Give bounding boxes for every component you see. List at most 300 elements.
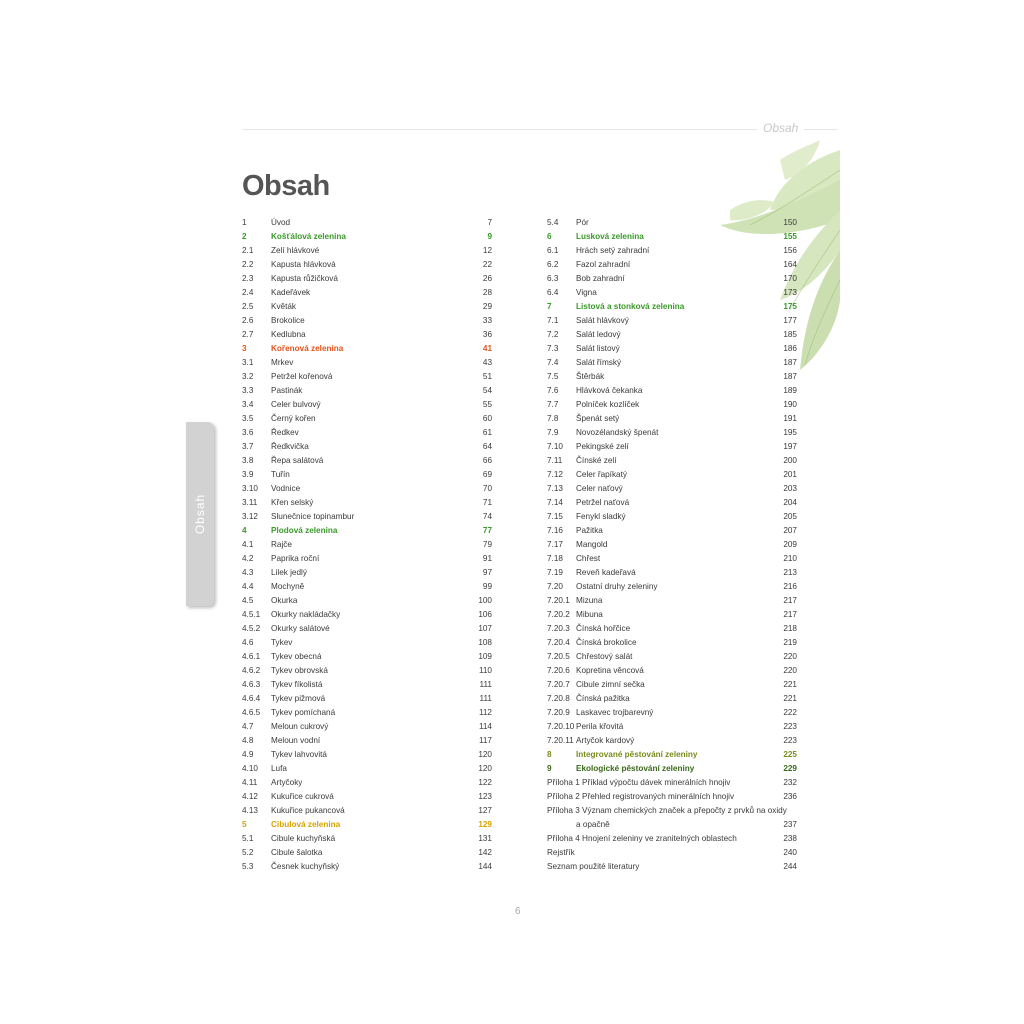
toc-page-number: 150: [783, 218, 797, 227]
toc-page-number: 120: [478, 750, 492, 759]
toc-row[interactable]: [242, 650, 492, 664]
toc-section-title: Lusková zelenina: [576, 232, 644, 241]
toc-section-number: 3.10: [242, 484, 258, 493]
toc-section-title: Pór: [576, 218, 589, 227]
toc-row[interactable]: [242, 412, 492, 426]
toc-row[interactable]: [242, 356, 492, 370]
toc-section-title: Reveň kadeřavá: [576, 568, 636, 577]
toc-page-number: 22: [482, 260, 492, 269]
toc-section-title: Lufa: [271, 764, 287, 773]
toc-row[interactable]: [547, 846, 797, 860]
toc-row[interactable]: [242, 244, 492, 258]
toc-row[interactable]: [547, 664, 797, 678]
toc-section-title: Fazol zahradní: [576, 260, 631, 269]
toc-page-number: 205: [783, 512, 797, 521]
toc-section-title: Mochyně: [271, 582, 305, 591]
toc-chapter-row[interactable]: [547, 230, 797, 244]
toc-section-number: 3.4: [242, 400, 254, 409]
toc-row[interactable]: [242, 804, 492, 818]
toc-page-number: 61: [482, 428, 492, 437]
toc-section-title: Řepa salátová: [271, 456, 324, 465]
toc-row[interactable]: [547, 580, 797, 594]
toc-row[interactable]: [242, 762, 492, 776]
toc-page-number: 70: [482, 484, 492, 493]
toc-row[interactable]: [547, 804, 797, 818]
toc-section-title: Košťálová zelenina: [271, 232, 346, 241]
toc-page-number: 209: [783, 540, 797, 549]
toc-row[interactable]: [547, 832, 797, 846]
toc-row[interactable]: [242, 720, 492, 734]
toc-page-number: 129: [478, 820, 492, 829]
toc-section-title: Lilek jedlý: [271, 568, 307, 577]
toc-section-title: Rajče: [271, 540, 292, 549]
toc-section-number: 7.17: [547, 540, 563, 549]
toc-section-number: 1: [242, 218, 247, 227]
toc-section-number: 4.6.1: [242, 652, 261, 661]
toc-page-number: 197: [783, 442, 797, 451]
toc-section-title: Černý kořen: [271, 414, 316, 423]
toc-page-number: 221: [783, 680, 797, 689]
toc-page-number: 54: [482, 386, 492, 395]
toc-section-number: 5.1: [242, 834, 254, 843]
toc-section-number: 4.4: [242, 582, 254, 591]
toc-section-number: 5.2: [242, 848, 254, 857]
toc-page-number: 191: [783, 414, 797, 423]
toc-row[interactable]: [242, 314, 492, 328]
toc-row[interactable]: [242, 594, 492, 608]
toc-row[interactable]: [242, 272, 492, 286]
toc-section-number: 7.12: [547, 470, 563, 479]
toc-section-number: 4.11: [242, 778, 258, 787]
toc-row[interactable]: [242, 678, 492, 692]
toc-page-number: 110: [478, 666, 492, 675]
toc-section-title: Špenát setý: [576, 414, 620, 423]
toc-page-number: 29: [482, 302, 492, 311]
toc-row[interactable]: [242, 510, 492, 524]
toc-section-title: Tykev obecná: [271, 652, 322, 661]
toc-row[interactable]: [242, 440, 492, 454]
toc-section-number: 8: [547, 750, 552, 759]
toc-section-number: 7.11: [547, 456, 563, 465]
page-number: 6: [515, 906, 521, 917]
toc-row[interactable]: [547, 258, 797, 272]
toc-row[interactable]: [242, 608, 492, 622]
toc-section-title: Pažitka: [576, 526, 603, 535]
toc-row[interactable]: [242, 258, 492, 272]
toc-page-number: 97: [482, 568, 492, 577]
toc-page-number: 71: [482, 498, 492, 507]
toc-row[interactable]: [547, 692, 797, 706]
toc-section-number: 2.6: [242, 316, 254, 325]
toc-section-title: Meloun vodní: [271, 736, 321, 745]
toc-section-number: 3.8: [242, 456, 254, 465]
toc-row[interactable]: [242, 636, 492, 650]
toc-section-number: 3.12: [242, 512, 258, 521]
toc-page-number: 69: [482, 470, 492, 479]
toc-section-number: 3.7: [242, 442, 254, 451]
toc-row[interactable]: [547, 440, 797, 454]
toc-section-title: Artyčok kardový: [576, 736, 635, 745]
toc-page-number: 223: [783, 722, 797, 731]
toc-row[interactable]: [547, 510, 797, 524]
toc-row[interactable]: [547, 650, 797, 664]
toc-section-title: Křen selský: [271, 498, 314, 507]
toc-section-title: Integrované pěstování zeleniny: [576, 750, 698, 759]
toc-row[interactable]: [242, 790, 492, 804]
toc-chapter-row[interactable]: [242, 818, 492, 832]
toc-section-number: 7.20.1: [547, 596, 570, 605]
toc-row[interactable]: [547, 538, 797, 552]
toc-section-title: Slunečnice topinambur: [271, 512, 355, 521]
toc-page-number: 187: [783, 372, 797, 381]
toc-row[interactable]: [547, 594, 797, 608]
toc-section-title: Paprika roční: [271, 554, 320, 563]
toc-row[interactable]: [547, 398, 797, 412]
toc-page-number: 111: [479, 694, 492, 703]
toc-section-number: 4.2: [242, 554, 254, 563]
toc-page-number: 33: [482, 316, 492, 325]
toc-row[interactable]: [547, 776, 797, 790]
toc-section-title: Čínská pažitka: [576, 694, 630, 703]
toc-section-title: Zelí hlávkové: [271, 246, 320, 255]
toc-row[interactable]: [242, 776, 492, 790]
toc-section-number: 7.20.3: [547, 624, 570, 633]
toc-row[interactable]: [547, 734, 797, 748]
toc-section-number: 3.1: [242, 358, 254, 367]
toc-row[interactable]: [242, 566, 492, 580]
toc-section-number: 7.9: [547, 428, 559, 437]
toc-section-title: Rejstřík: [547, 848, 575, 857]
toc-section-title: Ekologické pěstování zeleniny: [576, 764, 695, 773]
toc-section-title: Fenykl sladký: [576, 512, 626, 521]
toc-page-number: 218: [783, 624, 797, 633]
toc-section-title: Bob zahradní: [576, 274, 625, 283]
toc-row[interactable]: [242, 286, 492, 300]
toc-section-title: Salát hlávkový: [576, 316, 629, 325]
toc-section-number: 2.2: [242, 260, 254, 269]
toc-section-title: Tykev pomíchaná: [271, 708, 336, 717]
toc-section-number: 7.18: [547, 554, 563, 563]
toc-row[interactable]: [242, 468, 492, 482]
toc-row[interactable]: [242, 216, 492, 230]
toc-row[interactable]: [242, 664, 492, 678]
toc-page-number: 219: [783, 638, 797, 647]
toc-row[interactable]: [242, 370, 492, 384]
toc-section-number: 4.13: [242, 806, 258, 815]
toc-row[interactable]: [242, 454, 492, 468]
toc-row[interactable]: [242, 300, 492, 314]
toc-row[interactable]: [547, 678, 797, 692]
toc-section-number: 7.20.10: [547, 722, 575, 731]
toc-section-title: Meloun cukrový: [271, 722, 329, 731]
toc-row[interactable]: [242, 832, 492, 846]
toc-section-title: Hrách setý zahradní: [576, 246, 650, 255]
toc-section-title: Cibule kuchyňská: [271, 834, 336, 843]
toc-section-title: Artyčoky: [271, 778, 303, 787]
toc-row[interactable]: [547, 566, 797, 580]
toc-page-number: 210: [783, 554, 797, 563]
toc-section-number: 3.5: [242, 414, 254, 423]
toc-section-title: Salát ledový: [576, 330, 621, 339]
toc-page-number: 99: [482, 582, 492, 591]
toc-section-title: Perila křovitá: [576, 722, 624, 731]
toc-row[interactable]: [547, 356, 797, 370]
toc-page-number: 189: [783, 386, 797, 395]
toc-row[interactable]: [547, 706, 797, 720]
toc-section-title: a opačně: [576, 820, 610, 829]
toc-page-number: 216: [783, 582, 797, 591]
toc-page-number: 175: [783, 302, 797, 311]
toc-section-title: Čínské zelí: [576, 456, 617, 465]
toc-section-number: 6.1: [547, 246, 559, 255]
toc-section-title: Salát římský: [576, 358, 622, 367]
toc-section-title: Cibule zimní sečka: [576, 680, 645, 689]
toc-page-number: 170: [783, 274, 797, 283]
toc-page-number: 244: [783, 862, 797, 871]
toc-section-number: 7.2: [547, 330, 559, 339]
toc-page-number: 190: [783, 400, 797, 409]
toc-section-title: Čínská hořčice: [576, 624, 631, 633]
toc-section-title: Plodová zelenina: [271, 526, 338, 535]
toc-page-number: 229: [783, 764, 797, 773]
toc-page-number: 186: [783, 344, 797, 353]
toc-section-title: Okurka: [271, 596, 298, 605]
toc-chapter-row[interactable]: [547, 762, 797, 776]
toc-section-title: Laskavec trojbarevný: [576, 708, 654, 717]
toc-page-number: 195: [783, 428, 797, 437]
toc-row[interactable]: [547, 412, 797, 426]
toc-section-number: 3.9: [242, 470, 254, 479]
toc-page-number: 200: [783, 456, 797, 465]
toc-page-number: 203: [783, 484, 797, 493]
toc-row[interactable]: [547, 272, 797, 286]
toc-row[interactable]: [242, 552, 492, 566]
toc-section-title: Chřest: [576, 554, 601, 563]
toc-section-title: Kopretina věncová: [576, 666, 644, 675]
toc-section-number: 3.3: [242, 386, 254, 395]
toc-section-number: 9: [547, 764, 552, 773]
toc-section-title: Mizuna: [576, 596, 603, 605]
toc-section-title: Příloha 1 Příklad výpočtu dávek minerálních hnojiv: [547, 778, 731, 787]
toc-section-title: Hlávková čekanka: [576, 386, 643, 395]
toc-row[interactable]: [547, 496, 797, 510]
toc-row[interactable]: [547, 468, 797, 482]
toc-section-title: Kapusta růžičková: [271, 274, 338, 283]
toc-row[interactable]: [242, 580, 492, 594]
toc-page-number: 109: [478, 652, 492, 661]
toc-row[interactable]: [547, 524, 797, 538]
toc-row[interactable]: [242, 846, 492, 860]
toc-section-title: Ředkev: [271, 428, 299, 437]
toc-right-column: [547, 216, 797, 874]
side-tab-label: Obsah: [193, 493, 207, 535]
toc-section-number: 6.3: [547, 274, 559, 283]
toc-section-title: Vodnice: [271, 484, 301, 493]
toc-page-number: 156: [783, 246, 797, 255]
toc-section-number: 3.11: [242, 498, 258, 507]
toc-page-number: 217: [783, 596, 797, 605]
toc-row[interactable]: [547, 216, 797, 230]
toc-chapter-row[interactable]: [242, 230, 492, 244]
toc-row[interactable]: [242, 734, 492, 748]
toc-row[interactable]: [242, 328, 492, 342]
toc-page-number: 201: [783, 470, 797, 479]
toc-section-title: Vigna: [576, 288, 597, 297]
toc-page-number: 237: [783, 820, 797, 829]
toc-section-title: Salát listový: [576, 344, 620, 353]
toc-row[interactable]: [547, 370, 797, 384]
toc-page-number: 55: [482, 400, 492, 409]
toc-row[interactable]: [242, 538, 492, 552]
toc-row[interactable]: [242, 622, 492, 636]
toc-page-number: 220: [783, 666, 797, 675]
toc-section-number: 4: [242, 526, 247, 535]
toc-page-number: 114: [478, 722, 492, 731]
toc-row[interactable]: [547, 314, 797, 328]
toc-page-number: 222: [783, 708, 797, 717]
toc-row[interactable]: [242, 496, 492, 510]
toc-section-title: Česnek kuchyňský: [271, 862, 340, 871]
toc-row[interactable]: [242, 384, 492, 398]
toc-page-number: 112: [478, 708, 492, 717]
toc-page-number: 66: [482, 456, 492, 465]
toc-section-title: Celer naťový: [576, 484, 623, 493]
toc-page-number: 28: [482, 288, 492, 297]
toc-page-number: 164: [783, 260, 797, 269]
toc-row[interactable]: [242, 398, 492, 412]
toc-section-title: Chřestový salát: [576, 652, 633, 661]
toc-chapter-row[interactable]: [547, 748, 797, 762]
toc-page-number: 238: [783, 834, 797, 843]
toc-page-number: 36: [482, 330, 492, 339]
toc-row[interactable]: [547, 818, 797, 832]
toc-row[interactable]: [547, 790, 797, 804]
toc-section-number: 4.5.1: [242, 610, 261, 619]
toc-section-number: 3.2: [242, 372, 254, 381]
toc-page-number: 64: [482, 442, 492, 451]
toc-page-number: 120: [478, 764, 492, 773]
toc-row[interactable]: [547, 636, 797, 650]
toc-row[interactable]: [547, 244, 797, 258]
toc-section-title: Ředkvička: [271, 442, 309, 451]
toc-page-number: 9: [487, 232, 492, 241]
toc-section-number: 4.6: [242, 638, 254, 647]
toc-row[interactable]: [547, 608, 797, 622]
toc-page-number: 123: [478, 792, 492, 801]
toc-page-number: 74: [482, 512, 492, 521]
toc-page-number: 155: [783, 232, 797, 241]
toc-section-number: 5: [242, 820, 247, 829]
toc-section-number: 4.5.2: [242, 624, 261, 633]
toc-section-number: 6.4: [547, 288, 559, 297]
toc-page-number: 213: [783, 568, 797, 577]
toc-section-number: 7.20.11: [547, 736, 574, 745]
toc-row[interactable]: [547, 454, 797, 468]
toc-section-title: Mibuna: [576, 610, 603, 619]
toc-row[interactable]: [547, 328, 797, 342]
toc-section-title: Ostatní druhy zeleniny: [576, 582, 658, 591]
toc-section-number: 7.5: [547, 372, 559, 381]
toc-row[interactable]: [547, 342, 797, 356]
toc-page-number: 142: [478, 848, 492, 857]
toc-section-number: 6: [547, 232, 552, 241]
toc-page-number: 12: [482, 246, 492, 255]
toc-row[interactable]: [547, 482, 797, 496]
toc-row[interactable]: [242, 426, 492, 440]
toc-row[interactable]: [242, 482, 492, 496]
toc-page-number: 108: [478, 638, 492, 647]
toc-section-number: 2.3: [242, 274, 254, 283]
toc-section-title: Petržel kořenová: [271, 372, 333, 381]
toc-section-title: Petržel naťová: [576, 498, 630, 507]
toc-row[interactable]: [242, 748, 492, 762]
toc-section-number: 7.14: [547, 498, 563, 507]
toc-row[interactable]: [547, 622, 797, 636]
toc-row[interactable]: [547, 860, 797, 874]
toc-section-number: 4.6.5: [242, 708, 261, 717]
toc-section-title: Tykev fíkolistá: [271, 680, 323, 689]
toc-page-number: 225: [783, 750, 797, 759]
toc-section-number: 7.20.8: [547, 694, 570, 703]
toc-section-title: Celer bulvový: [271, 400, 321, 409]
toc-section-number: 7.20.7: [547, 680, 570, 689]
toc-row[interactable]: [547, 384, 797, 398]
toc-page-number: 106: [478, 610, 492, 619]
toc-page-number: 79: [482, 540, 492, 549]
toc-section-title: Brokolice: [271, 316, 305, 325]
toc-row[interactable]: [242, 692, 492, 706]
toc-section-title: Polníček kozlíček: [576, 400, 640, 409]
toc-section-title: Čínská brokolice: [576, 638, 637, 647]
toc-section-title: Tykev pižmová: [271, 694, 326, 703]
toc-row[interactable]: [547, 426, 797, 440]
toc-section-number: 7.8: [547, 414, 559, 423]
toc-page-number: 207: [783, 526, 797, 535]
toc-chapter-row[interactable]: [242, 342, 492, 356]
toc-section-title: Pekingské zelí: [576, 442, 629, 451]
toc-section-title: Příloha 4 Hnojení zeleniny ve zranitelných oblastech: [547, 834, 737, 843]
toc-section-number: 2.7: [242, 330, 254, 339]
toc-page-number: 240: [783, 848, 797, 857]
toc-page-number: 204: [783, 498, 797, 507]
toc-section-title: Mrkev: [271, 358, 294, 367]
toc-section-title: Tykev lahvovitá: [271, 750, 327, 759]
toc-page-number: 26: [482, 274, 492, 283]
toc-page-number: 77: [482, 526, 492, 535]
toc-section-title: Pastinák: [271, 386, 303, 395]
toc-chapter-row[interactable]: [547, 300, 797, 314]
toc-section-title: Tuřín: [271, 470, 290, 479]
toc-page-number: 111: [479, 680, 492, 689]
toc-page-number: 107: [478, 624, 492, 633]
toc-section-title: Kukuřice cukrová: [271, 792, 334, 801]
toc-section-title: Celer řapíkatý: [576, 470, 627, 479]
toc-chapter-row[interactable]: [242, 524, 492, 538]
toc-section-number: 7.6: [547, 386, 559, 395]
toc-row[interactable]: [547, 720, 797, 734]
toc-row[interactable]: [242, 860, 492, 874]
toc-row[interactable]: [242, 706, 492, 720]
running-header: Obsah: [757, 121, 804, 135]
toc-section-title: Listová a stonková zelenina: [576, 302, 685, 311]
toc-row[interactable]: [547, 286, 797, 300]
toc-page-number: 7: [487, 218, 492, 227]
toc-page-number: 91: [482, 554, 492, 563]
toc-page-number: 185: [783, 330, 797, 339]
toc-page-number: 41: [482, 344, 492, 353]
toc-section-number: 7.20.9: [547, 708, 570, 717]
toc-row[interactable]: [547, 552, 797, 566]
